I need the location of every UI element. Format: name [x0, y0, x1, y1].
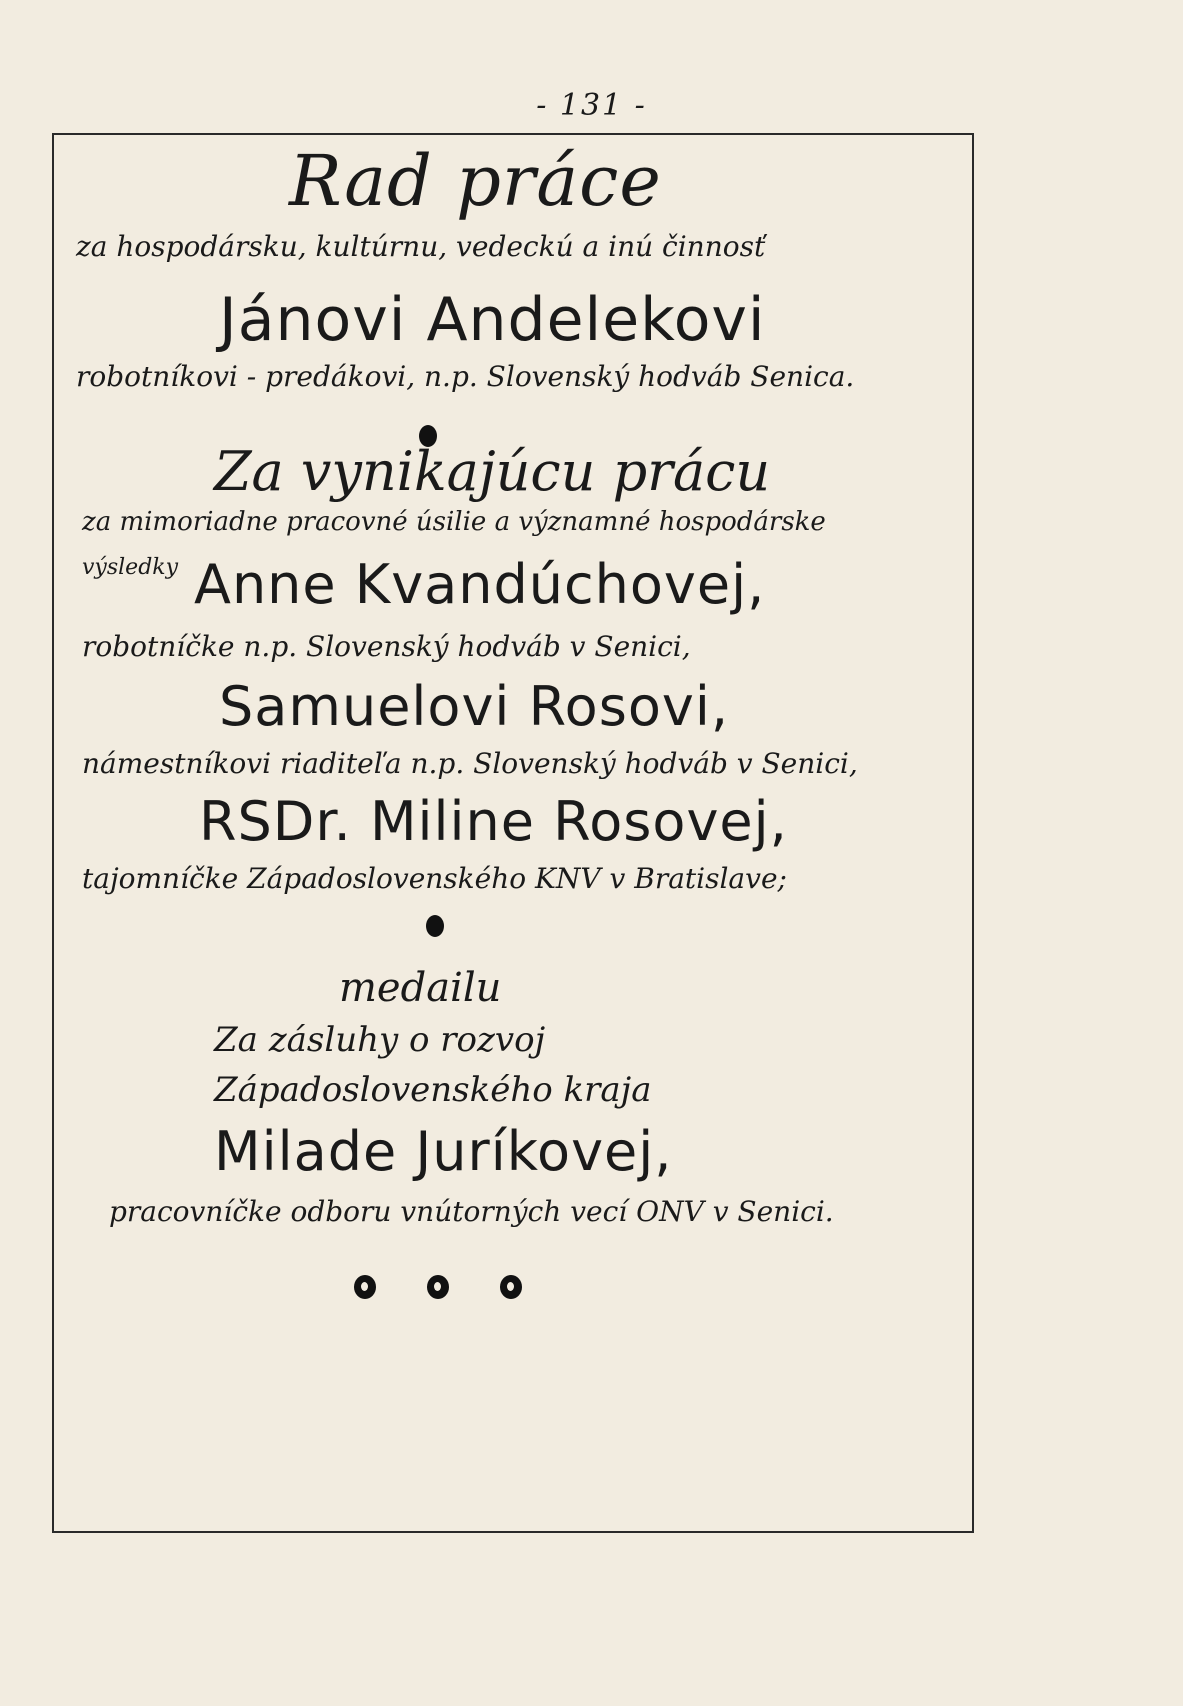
order-title: Rad práce	[289, 140, 662, 222]
recipient-role: robotníčke n.p. Slovenský hodváb v Senici,	[82, 630, 691, 663]
medal-line2: Západoslovenského kraja	[214, 1070, 652, 1110]
medal-recipient-role: pracovníčke odboru vnútorných vecí ONV v Senici.	[109, 1195, 834, 1228]
closing-dot	[427, 1275, 449, 1299]
order-recipient-role: robotníkovi - predákovi, n.p. Slovenský hodváb Senica.	[76, 360, 855, 393]
page-number: - 131 -	[536, 88, 647, 123]
outstanding-subtitle-prefix: výsledky	[82, 555, 179, 580]
recipient-role: námestníkovi riaditeľa n.p. Slovenský hodváb v Senici,	[82, 747, 858, 780]
recipient-name: Samuelovi Rosovi,	[219, 675, 730, 738]
medal-label: medailu	[339, 965, 502, 1011]
outstanding-title: Za vynikajúcu prácu	[214, 440, 771, 503]
medal-recipient-name: Milade Juríkovej,	[214, 1120, 673, 1183]
recipient-name: Anne Kvandúchovej,	[194, 553, 766, 616]
recipient-name: RSDr. Miline Rosovej,	[199, 790, 788, 853]
closing-dot	[500, 1275, 522, 1299]
closing-dot	[354, 1275, 376, 1299]
content-frame	[52, 133, 974, 1533]
outstanding-subtitle-line1: za mimoriadne pracovné úsilie a významné hospodárske	[82, 507, 826, 537]
order-recipient-name: Jánovi Andelekovi	[219, 285, 766, 355]
recipient-role: tajomníčke Západoslovenského KNV v Bratislave;	[82, 862, 787, 895]
order-subtitle: za hospodársku, kultúrnu, vedeckú a inú činnosť	[76, 230, 766, 263]
separator-dot	[426, 915, 444, 937]
medal-line1: Za zásluhy o rozvoj	[214, 1020, 546, 1060]
